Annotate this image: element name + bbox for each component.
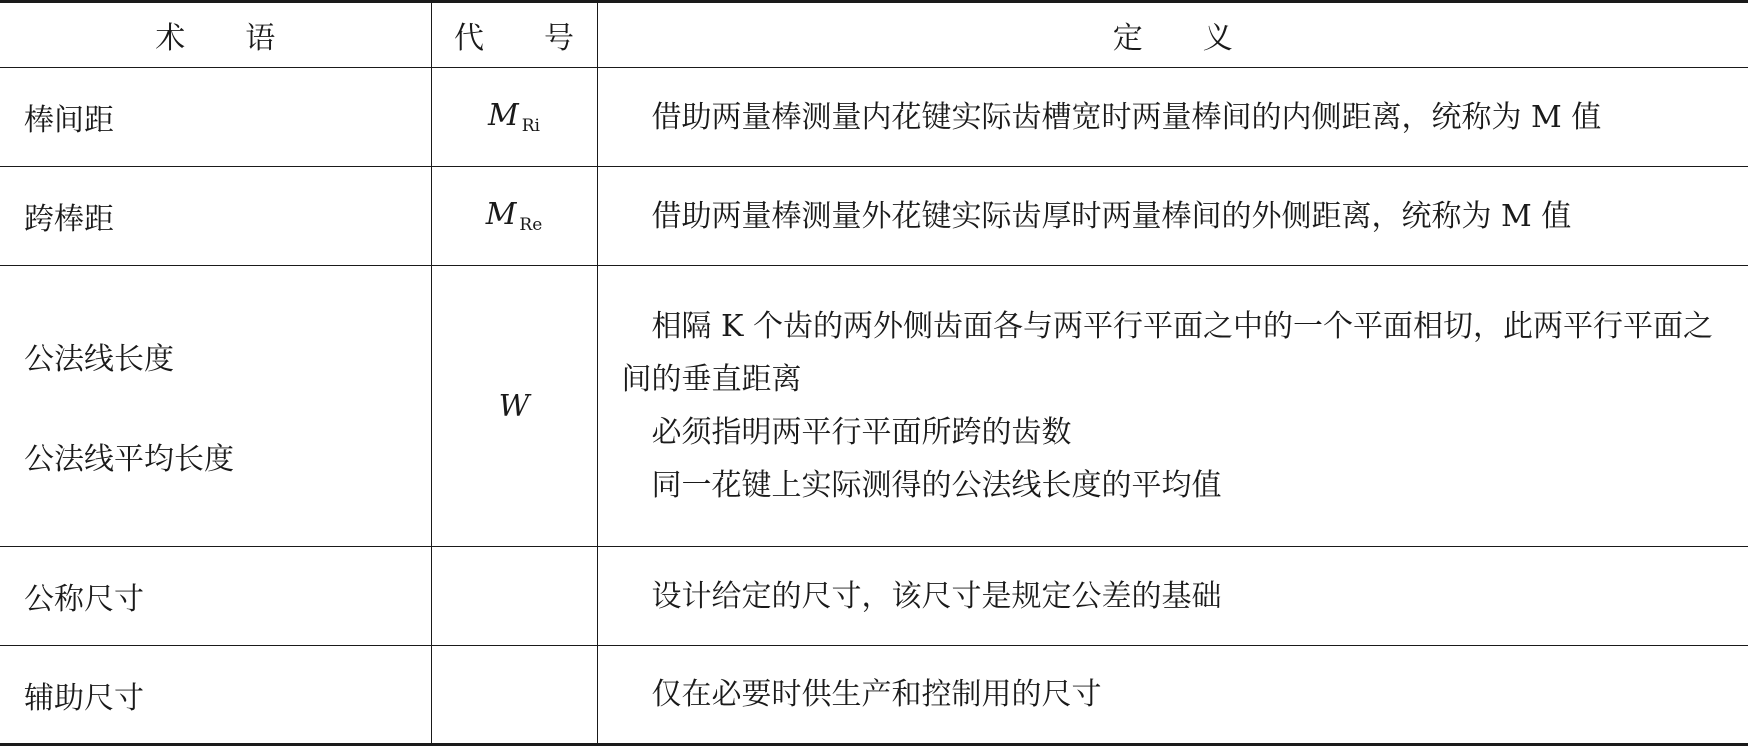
code-cell — [431, 68, 597, 167]
code-cell — [431, 547, 597, 646]
definition-note: 必须指明两平行平面所跨的齿数 — [651, 415, 1072, 450]
definition-cell — [597, 266, 1748, 547]
term-cell: 棒间距 — [0, 68, 431, 167]
definition-cell: 借助两量棒测量外花键实际齿厚时两量棒间的外侧距离，统称为 M 值 — [597, 167, 1748, 266]
term-mean-common-normal-length: 公法线平均长度 — [24, 442, 234, 477]
term-cell — [0, 266, 431, 547]
code-cell — [431, 167, 597, 266]
code-subscript: Re — [519, 215, 543, 235]
definition-paragraph: 同一花键上实际测得的公法线长度的平均值 — [651, 468, 1222, 503]
code-cell — [431, 266, 597, 547]
table-header-row — [0, 2, 1748, 68]
table-row — [0, 547, 1748, 646]
header-term: 术 语 — [0, 2, 431, 68]
table-row — [0, 68, 1748, 167]
term-cell: 跨棒距 — [0, 167, 431, 266]
header-definition: 定 义 — [597, 2, 1748, 68]
table-row — [0, 266, 1748, 547]
code-cell — [431, 646, 597, 745]
code-symbol: M — [485, 197, 517, 232]
definition-cell: 设计给定的尺寸，该尺寸是规定公差的基础 — [597, 547, 1748, 646]
code-symbol: W — [498, 388, 530, 424]
header-code: 代 号 — [431, 2, 597, 68]
table-row — [0, 646, 1748, 745]
term-common-normal-length: 公法线长度 — [24, 342, 174, 377]
term-cell: 公称尺寸 — [0, 547, 431, 646]
code-symbol: M — [488, 98, 519, 133]
definition-cell: 仅在必要时供生产和控制用的尺寸 — [597, 646, 1748, 745]
definition-paragraph: 相隔 K 个齿的两外侧齿面各与两平行平面之中的一个平面相切，此两平行平面之间的垂直距离 — [621, 309, 1713, 397]
table-row — [0, 167, 1748, 266]
definition-cell: 借助两量棒测量内花键实际齿槽宽时两量棒间的内侧距离，统称为 M 值 — [597, 68, 1748, 167]
code-subscript: Ri — [521, 116, 540, 136]
term-cell: 辅助尺寸 — [0, 646, 431, 745]
